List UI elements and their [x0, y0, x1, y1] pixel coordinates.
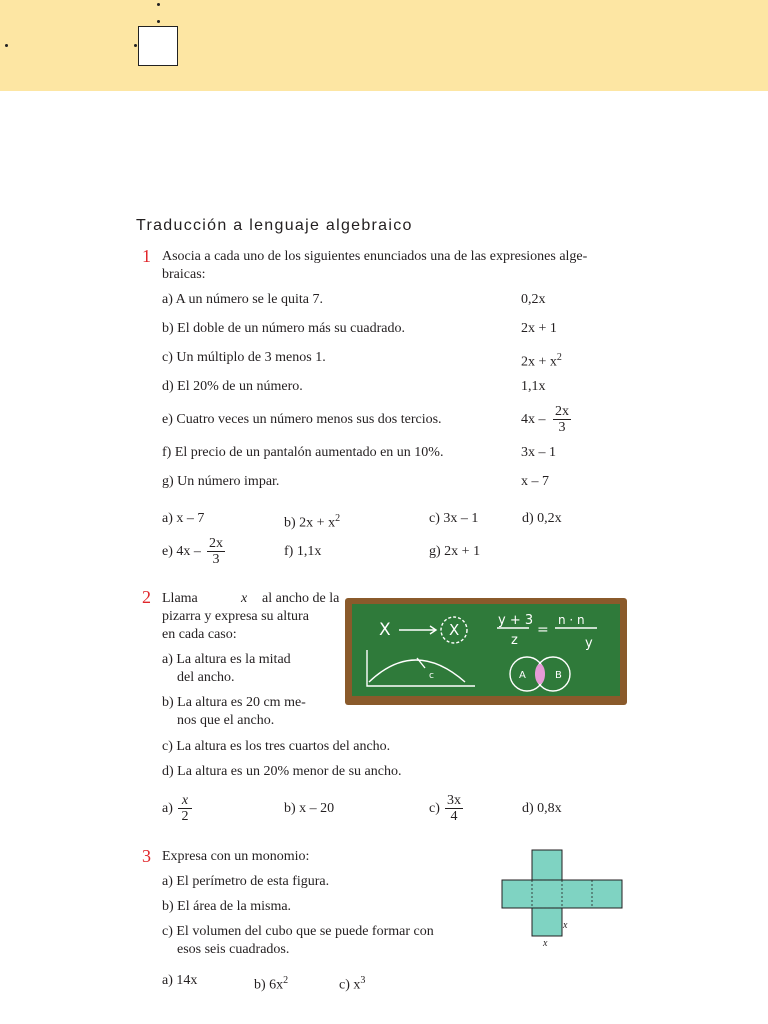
ex2-line3: en cada caso: [162, 627, 237, 642]
ex3-item-b: b) El área de la misma. [162, 899, 292, 914]
ex2-answer-c-fraction: $\frac{3x}{4}$ [447, 793, 461, 824]
ex1-statement-c: c) Un múltiplo de 3 menos 1. [162, 350, 326, 365]
board-equals: = [537, 622, 549, 638]
ex1-expression-a: 0,2x [521, 292, 546, 307]
top-header-band [0, 0, 768, 91]
ex2-answer-c-label: c) [429, 801, 440, 816]
section-title: Traducción a lenguaje algebraico [136, 217, 413, 234]
ex2-answer-a-label: a) [162, 801, 173, 816]
ex1-expression-e-fraction: $\frac{2x}{3}$ [555, 404, 569, 435]
ex1-answer-a: a) x – 7 [162, 511, 205, 526]
ex1-prompt-line2: braicas: [162, 267, 206, 282]
ex1-expression-f: 3x – 1 [521, 445, 556, 460]
ex2-answer-d: d) 0,8x [522, 801, 562, 816]
board-frac-den: z [511, 633, 518, 648]
ex1-expression-c: $2x + x^2$ [521, 352, 562, 370]
ex1-answer-c: c) 3x – 1 [429, 511, 479, 526]
ex3-answer-c: c) $x^3$ [339, 975, 366, 993]
ex2-line2: pizarra y expresa su altura [162, 609, 309, 624]
ex2-line1-a: Llama [162, 591, 198, 606]
ex1-statement-b: b) El doble de un número más su cuadrado. [162, 321, 405, 336]
ex1-answer-g: g) 2x + 1 [429, 544, 481, 559]
ex1-answer-e-lead: e) 4x – [162, 544, 201, 559]
ex1-answer-d: d) 0,2x [522, 511, 562, 526]
ex2-item-d: d) La altura es un 20% menor de su ancho. [162, 764, 402, 779]
net-square-top [532, 850, 562, 880]
board-venn-b: B [555, 670, 562, 681]
board-x-circled: X [449, 621, 460, 639]
ex3-answer-a: a) 14x [162, 973, 198, 988]
ex3-answer-b: b) $6x^2$ [254, 975, 289, 993]
ex3-item-c-cont: esos seis cuadrados. [177, 942, 290, 957]
exercise-number-2: 2 [142, 587, 151, 607]
ex1-statement-d: d) El 20% de un número. [162, 379, 303, 394]
ex1-expression-d: 1,1x [521, 379, 546, 394]
cube-net-figure [500, 848, 624, 948]
net-square-bottom [532, 908, 562, 936]
ex1-expression-g: x – 7 [521, 474, 549, 489]
ex1-statement-e: e) Cuatro veces un número menos sus dos tercios. [162, 412, 442, 427]
board-arc-label: c [429, 671, 434, 681]
ex1-answer-f: f) 1,1x [284, 544, 322, 559]
chalkboard-illustration [345, 598, 627, 705]
ex3-prompt: Expresa con un monomio: [162, 849, 310, 864]
exercise-number-3: 3 [142, 846, 151, 866]
ex2-line1-var: x [241, 591, 248, 606]
ex1-answer-b: b) $2x + x^2$ [284, 513, 341, 531]
ex1-expression-e-lead: 4x – [521, 412, 546, 427]
ex2-answer-b: b) x – 20 [284, 801, 335, 816]
ex2-line1-b: al ancho de la [262, 591, 340, 606]
board-frac2-num: n · n [558, 613, 585, 627]
decor-dot [157, 3, 160, 6]
board-venn-a: A [519, 670, 526, 681]
ex2-answer-a-fraction: $\frac{x}{2}$ [178, 793, 192, 824]
exercise-number-1: 1 [142, 246, 151, 266]
board-x-left: X [379, 620, 391, 640]
ex1-prompt-line1: Asocia a cada uno de los siguientes enunciados una de las expresiones alge- [162, 249, 588, 264]
net-bottom-label: x [543, 938, 548, 948]
net-side-label: x [563, 920, 568, 931]
ex2-item-b-cont: nos que el ancho. [177, 713, 275, 728]
board-venn-intersection [535, 664, 545, 684]
decor-dot [5, 44, 8, 47]
decor-dot [157, 20, 160, 23]
ex1-expression-b: 2x + 1 [521, 321, 557, 336]
ex3-item-c: c) El volumen del cubo que se puede formar con [162, 924, 434, 939]
ex2-item-a: a) La altura es la mitad [162, 652, 291, 667]
board-frac-num: y + 3 [498, 613, 534, 628]
board-frac2-den: y [585, 636, 593, 651]
ex3-item-a: a) El perímetro de esta figura. [162, 874, 330, 889]
ex2-item-a-cont: del ancho. [177, 670, 235, 685]
blank-square-box [138, 26, 178, 66]
decor-dot [134, 44, 137, 47]
ex2-item-c: c) La altura es los tres cuartos del ancho. [162, 739, 391, 754]
ex2-item-b: b) La altura es 20 cm me- [162, 695, 306, 710]
ex1-statement-g: g) Un número impar. [162, 474, 280, 489]
ex1-statement-a: a) A un número se le quita 7. [162, 292, 323, 307]
ex1-answer-e-fraction: $\frac{2x}{3}$ [209, 536, 223, 567]
ex1-statement-f: f) El precio de un pantalón aumentado en un 10%. [162, 445, 444, 460]
